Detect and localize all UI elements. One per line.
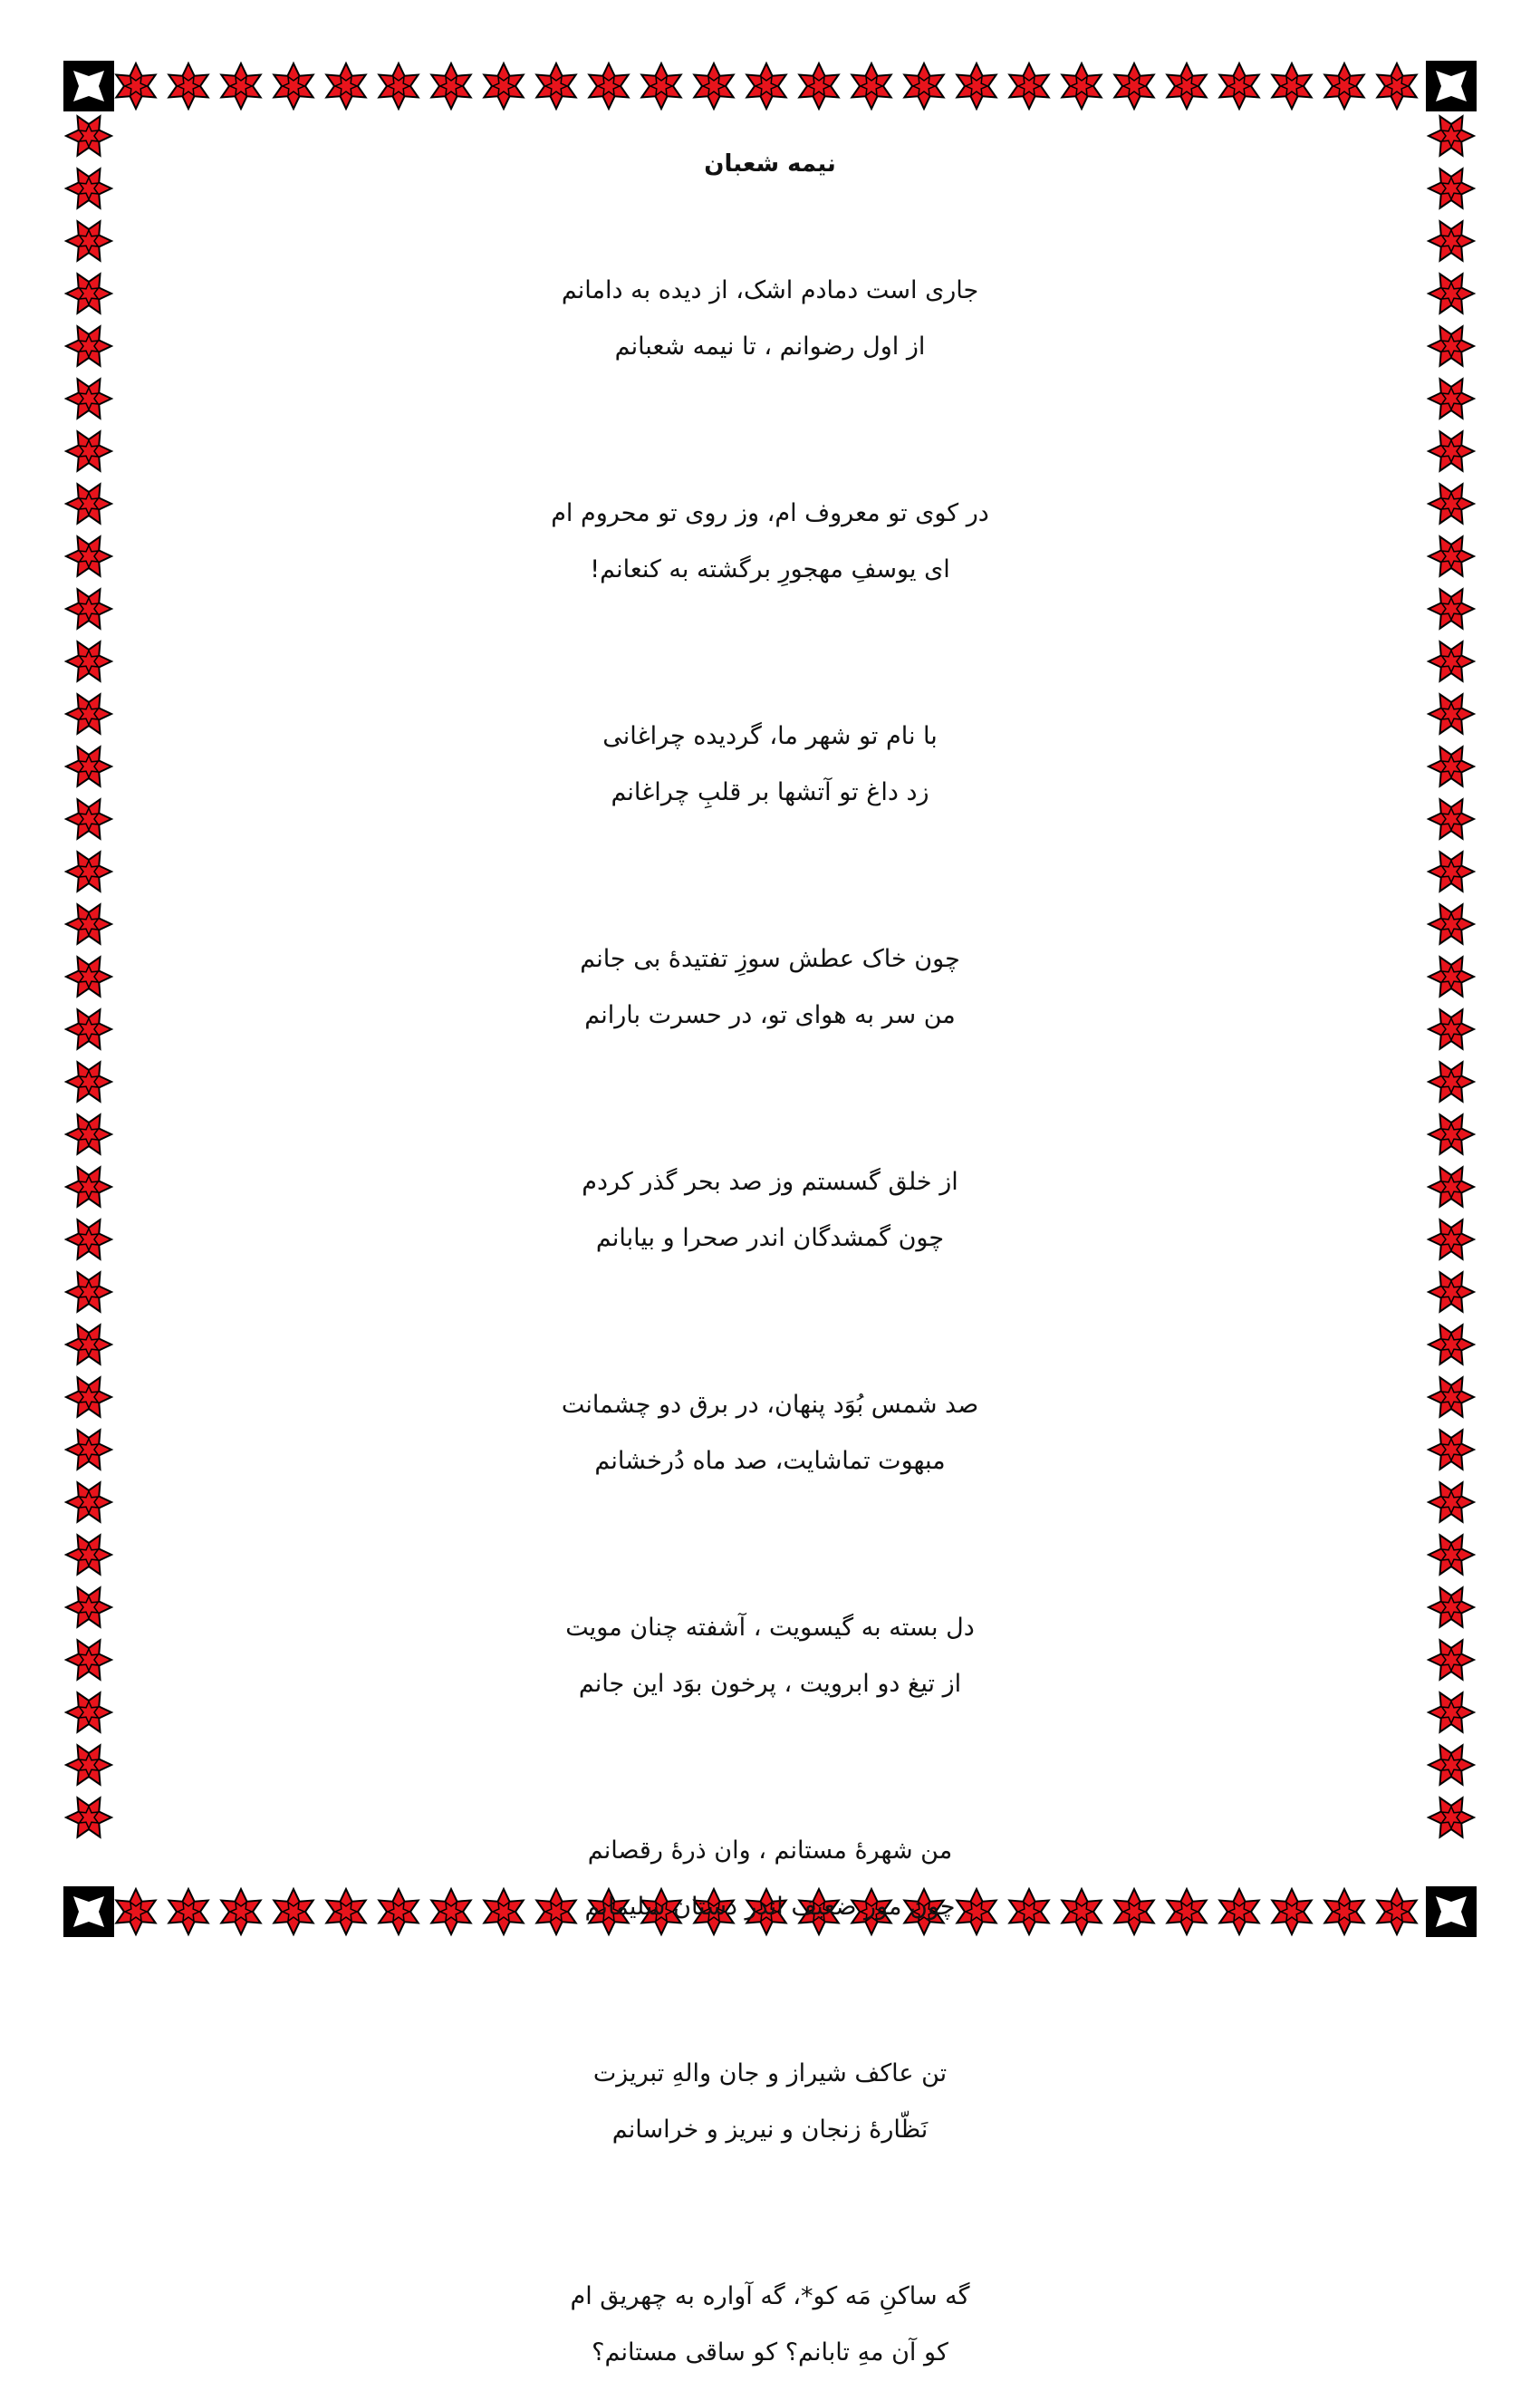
verse-line: ای یوسفِ مهجورِ برگشته به کنعانم! [590, 555, 950, 583]
stanza [181, 1377, 1359, 1489]
border-star-icon [1429, 169, 1474, 207]
border-star-icon [1429, 116, 1474, 155]
stanza [181, 486, 1359, 598]
verse-line: دل بسته به گیسویت ، آشفته چنان مویت [565, 1614, 975, 1642]
border-star-icon [168, 63, 207, 109]
border-star-icon [1062, 63, 1101, 109]
border-star-icon [274, 63, 313, 109]
verse-line: تن عاکف شیراز و جان والهِ تبریزت [592, 2059, 948, 2087]
border-star-icon [66, 1325, 111, 1364]
border-star-icon [1429, 536, 1474, 575]
verse-line: من شهرهٔ مستانم ، وان ذرهٔ رقصانم [587, 1836, 953, 1865]
border-star-icon [1114, 63, 1153, 109]
border-star-icon [1429, 1219, 1474, 1258]
border-star-icon [484, 63, 523, 109]
border-star-icon [1219, 63, 1258, 109]
border-star-icon [694, 63, 733, 109]
stanza [181, 263, 1359, 375]
stanza [181, 709, 1359, 821]
border-star-icon [66, 957, 111, 996]
border-star-icon [66, 904, 111, 943]
verse-line: گه ساکنِ مَه کو*، گه آواره به چهریق ام [570, 2282, 970, 2310]
stanza [181, 2046, 1359, 2158]
border-star-icon [1429, 1745, 1474, 1784]
border-star-icon [1429, 1377, 1474, 1416]
border-star-icon [852, 63, 890, 109]
verse-line: از اول رضوانم ، تا نیمه شعبانم [614, 333, 926, 361]
verse-line: چون گمشدگان اندر صحرا و بیابانم [595, 1224, 945, 1252]
border-star-icon [66, 1798, 111, 1836]
stanza [181, 2269, 1359, 2381]
border-star-icon [66, 221, 111, 260]
border-star-icon [1429, 326, 1474, 365]
border-star-icon [1429, 1272, 1474, 1311]
border-star-icon [66, 1272, 111, 1311]
border-star-icon [1429, 1325, 1474, 1364]
border-star-icon [66, 431, 111, 470]
border-star-icon [1429, 589, 1474, 628]
border-star-icon [1429, 747, 1474, 786]
border-star-icon [221, 63, 260, 109]
border-star-icon [66, 1062, 111, 1101]
border-star-icon [66, 484, 111, 523]
border-star-icon [1429, 274, 1474, 313]
border-star-icon [66, 536, 111, 575]
border-star-icon [66, 1167, 111, 1206]
verse-line: جاری است دمادم اشک، از دیده به دامانم [561, 276, 979, 304]
verse-line: با نام تو شهر ما، گردیده چراغانی [602, 722, 938, 750]
poem-body [181, 263, 1359, 2381]
border-star-icon [66, 641, 111, 680]
border-corner-icon [1426, 1886, 1477, 1937]
verse-line: از تیغ دو ابرویت ، پرخون بوَد این جانم [578, 1670, 962, 1698]
border-star-icon [1429, 221, 1474, 260]
verse-line: در کوی تو معروف ام، وز روی تو محروم ام [551, 499, 989, 527]
stanza [181, 1154, 1359, 1267]
border-star-icon [1429, 1640, 1474, 1679]
border-star-icon [1429, 1535, 1474, 1574]
border-star-icon [66, 274, 111, 313]
border-star-icon [957, 63, 996, 109]
verse-line: مبهوت تماشایت، صد ماه دُرخشانم [594, 1447, 946, 1475]
border-star-icon [66, 589, 111, 628]
border-star-icon [326, 63, 365, 109]
border-star-icon [1324, 63, 1363, 109]
border-star-icon [1429, 1167, 1474, 1206]
border-star-icon [66, 747, 111, 786]
border-star-icon [116, 63, 155, 109]
border-star-icon [1377, 63, 1416, 109]
border-star-icon [66, 326, 111, 365]
border-star-icon [66, 116, 111, 155]
border-star-icon [379, 63, 418, 109]
border-corner-icon [63, 1886, 114, 1937]
border-star-icon [641, 63, 680, 109]
stanza [181, 1600, 1359, 1712]
border-star-icon [1272, 63, 1311, 109]
border-star-icon [1429, 1482, 1474, 1521]
poem-title: نیمه شعبان [704, 150, 836, 178]
verse-line: چون خاک عطش سوزِ تفتیدهٔ بی جانم [580, 945, 960, 973]
border-star-icon [1429, 1430, 1474, 1469]
border-star-icon [1429, 852, 1474, 891]
border-star-icon [1429, 694, 1474, 733]
border-star-icon [1167, 63, 1206, 109]
border-star-icon [1429, 1114, 1474, 1153]
border-star-icon [1429, 379, 1474, 418]
border-star-icon [66, 1692, 111, 1731]
border-star-icon [66, 1430, 111, 1469]
border-star-icon [66, 1640, 111, 1679]
border-corner-icon [63, 61, 114, 111]
border-star-icon [536, 63, 575, 109]
border-star-icon [66, 1377, 111, 1416]
border-star-icon [66, 1219, 111, 1258]
border-star-icon [66, 1587, 111, 1626]
verse-line: چون مور ضعیف اندر دستان سلیمانم [584, 1893, 956, 1921]
border-star-icon [1429, 1692, 1474, 1731]
verse-line: نَظّارهٔ زنجان و نیریز و خراسانم [611, 2116, 929, 2144]
border-star-icon [904, 63, 943, 109]
stanza [181, 1823, 1359, 1935]
verse-line: صد شمس بُوَد پنهان، در برق دو چشمانت [561, 1391, 979, 1419]
border-star-icon [1429, 484, 1474, 523]
border-star-icon [1377, 1889, 1416, 1934]
border-star-icon [1429, 641, 1474, 680]
border-star-icon [116, 1889, 155, 1934]
stanza [181, 931, 1359, 1044]
border-star-icon [66, 852, 111, 891]
verse-line: من سر به هوای تو، در حسرت بارانم [584, 1001, 956, 1029]
border-star-icon [431, 63, 470, 109]
verse-line: از خلق گسستم وز صد بحر گذر کردم [582, 1168, 958, 1196]
border-star-icon [746, 63, 785, 109]
poem-page [181, 145, 1359, 2367]
border-star-icon [1429, 431, 1474, 470]
border-star-icon [1429, 1009, 1474, 1048]
border-star-icon [66, 1482, 111, 1521]
border-star-icon [66, 1114, 111, 1153]
border-star-icon [1429, 904, 1474, 943]
border-star-icon [66, 1745, 111, 1784]
border-star-icon [66, 169, 111, 207]
border-star-icon [1429, 957, 1474, 996]
border-star-icon [1429, 799, 1474, 838]
border-star-icon [1429, 1587, 1474, 1626]
verse-line: کو آن مهِ تابانم؟ کو ساقی مستانم؟ [592, 2338, 948, 2367]
border-star-icon [1429, 1798, 1474, 1836]
border-star-icon [1429, 1062, 1474, 1101]
border-star-icon [66, 1009, 111, 1048]
border-star-icon [66, 1535, 111, 1574]
verse-line: زد داغ تو آتشها بر قلبِ چراغانم [611, 778, 929, 806]
border-star-icon [799, 63, 838, 109]
border-corner-icon [1426, 61, 1477, 111]
border-star-icon [589, 63, 628, 109]
border-star-icon [1009, 63, 1048, 109]
border-star-icon [66, 379, 111, 418]
border-star-icon [66, 694, 111, 733]
border-star-icon [66, 799, 111, 838]
